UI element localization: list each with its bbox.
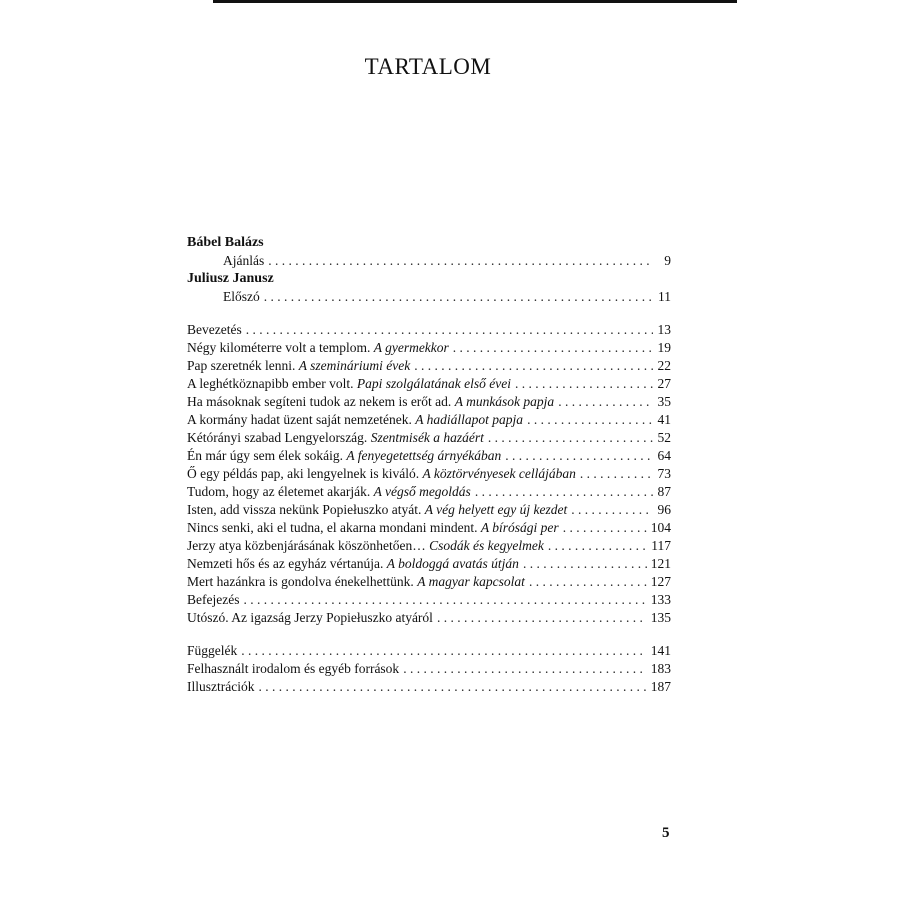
- front-author: Bábel Balázs: [187, 235, 264, 250]
- entry-subtitle: A vég helyett egy új kezdet: [424, 502, 568, 517]
- entry-title: [187, 321, 242, 339]
- entry-title: [187, 483, 471, 501]
- dot-leader: [437, 609, 647, 627]
- entry-title: [187, 411, 523, 429]
- page-title: TARTALOM: [364, 54, 492, 79]
- toc-entry[interactable]: [187, 447, 671, 465]
- entry-title-main: Isten, add vissza nekünk Popiełuszko atyát.: [187, 502, 425, 517]
- table-of-contents: [187, 234, 671, 696]
- entry-subtitle: A szemináriumi évek: [298, 358, 411, 373]
- entry-subtitle: A végső megoldás: [373, 484, 471, 499]
- toc-entry[interactable]: [187, 411, 671, 429]
- entry-page: 187: [650, 679, 671, 694]
- toc-entry[interactable]: [187, 357, 671, 375]
- entry-title: [187, 429, 484, 447]
- entry-subtitle: A munkások papja: [454, 394, 555, 409]
- entry-subtitle: Papi szolgálatának első évei: [356, 376, 511, 391]
- entry-page: 9: [664, 253, 671, 268]
- entry-title-main: Felhasznált irodalom és egyéb források: [187, 661, 400, 676]
- entry-title: [187, 519, 559, 537]
- entry-subtitle: A gyermekkor: [373, 340, 449, 355]
- entry-title: Előszó: [223, 289, 260, 304]
- entry-page: 183: [650, 661, 671, 676]
- entry-title-main: Tudom, hogy az életemet akarják.: [187, 484, 374, 499]
- entry-title-main: Mert hazánkra is gondolva énekelhettünk.: [187, 574, 418, 589]
- dot-leader: [403, 660, 647, 678]
- dot-leader: [563, 519, 647, 537]
- dot-leader: [488, 429, 653, 447]
- dot-leader: [475, 483, 653, 501]
- toc-entry[interactable]: [187, 573, 671, 591]
- toc-entry[interactable]: [187, 537, 671, 555]
- dot-leader: [558, 393, 653, 411]
- dot-leader: [264, 288, 653, 306]
- entry-subtitle: A magyar kapcsolat: [417, 574, 525, 589]
- entry-title: [187, 537, 544, 555]
- toc-entry[interactable]: [187, 555, 671, 573]
- entry-title-main: Én már úgy sem élek sokáig.: [187, 448, 347, 463]
- entry-title-main: Pap szeretnék lenni.: [187, 358, 299, 373]
- entry-page: 41: [657, 412, 671, 427]
- dot-leader: [523, 555, 647, 573]
- toc-entry[interactable]: [187, 483, 671, 501]
- entry-title-main: A kormány hadat üzent saját nemzetének.: [187, 412, 416, 427]
- entry-page: 13: [657, 322, 671, 337]
- toc-entry[interactable]: [187, 501, 671, 519]
- entry-title-main: Bevezetés: [187, 322, 242, 337]
- toc-entry[interactable]: [187, 393, 671, 411]
- dot-leader: [580, 465, 653, 483]
- entry-title: [187, 393, 554, 411]
- dot-leader: [505, 447, 653, 465]
- toc-entry[interactable]: [187, 375, 671, 393]
- toc-entry[interactable]: [187, 429, 671, 447]
- dot-leader: [571, 501, 653, 519]
- entry-title-main: Ha másoknak segíteni tudok az nekem is erőt ad.: [187, 394, 455, 409]
- dot-leader: [246, 321, 653, 339]
- toc-entry[interactable]: [187, 642, 671, 660]
- dot-leader: [548, 537, 647, 555]
- dot-leader: [258, 678, 646, 696]
- entry-title: [187, 642, 237, 660]
- toc-entry[interactable]: [187, 252, 671, 270]
- entry-title-main: Nemzeti hős és az egyház vértanúja.: [187, 556, 387, 571]
- entry-title-main: Négy kilométerre volt a templom.: [187, 340, 374, 355]
- entry-title-main: Függelék: [187, 643, 238, 658]
- entry-title: [187, 573, 525, 591]
- entry-title: [187, 375, 511, 393]
- dot-leader: [453, 339, 653, 357]
- entry-page: 117: [651, 538, 671, 553]
- entry-title-main: Ő egy példás pap, aki lengyelnek is kiváló.: [187, 466, 423, 481]
- dot-leader: [529, 573, 647, 591]
- toc-entry[interactable]: [187, 288, 671, 306]
- entry-page: 127: [650, 574, 671, 589]
- entry-subtitle: A fenyegetettség árnyékában: [346, 448, 502, 463]
- toc-entry[interactable]: [187, 609, 671, 627]
- entry-page: 19: [657, 340, 671, 355]
- dot-leader: [268, 252, 653, 270]
- entry-title: [187, 591, 239, 609]
- entry-page: 22: [657, 358, 671, 373]
- toc-entry[interactable]: [187, 519, 671, 537]
- entry-title-main: Nincs senki, aki el tudna, el akarna mondani mindent.: [187, 520, 481, 535]
- entry-page: 141: [650, 643, 671, 658]
- entry-title-main: Utószó. Az igazság Jerzy Popiełuszko atyáról: [187, 610, 433, 625]
- entry-page: 73: [657, 466, 671, 481]
- entry-subtitle: A köztörvényesek cellájában: [422, 466, 576, 481]
- toc-entry[interactable]: [187, 660, 671, 678]
- entry-page: 64: [657, 448, 671, 463]
- chapter-list: [187, 321, 671, 627]
- entry-title-main: Illusztrációk: [187, 679, 255, 694]
- entry-page: 87: [657, 484, 671, 499]
- toc-entry[interactable]: [187, 591, 671, 609]
- top-rule: [213, 0, 737, 3]
- entry-page: 121: [650, 556, 671, 571]
- entry-title-main: Kétórányi szabad Lengyelország.: [187, 430, 371, 445]
- appendix-list: [187, 642, 671, 696]
- dot-leader: [515, 375, 653, 393]
- entry-subtitle: A boldoggá avatás útján: [386, 556, 519, 571]
- entry-title: [187, 660, 399, 678]
- entry-title: [187, 465, 576, 483]
- entry-title-main: A leghétköznapibb ember volt.: [187, 376, 357, 391]
- entry-subtitle: Csodák és kegyelmek: [429, 538, 544, 553]
- entry-title: [187, 339, 449, 357]
- entry-title-main: Jerzy atya közbenjárásának köszönhetően…: [187, 538, 430, 553]
- toc-entry[interactable]: [187, 321, 671, 339]
- dot-leader: [527, 411, 653, 429]
- entry-subtitle: A hadiállapot papja: [415, 412, 524, 427]
- entry-title: [187, 555, 519, 573]
- entry-page: 11: [658, 289, 671, 304]
- entry-page: 52: [657, 430, 671, 445]
- toc-entry[interactable]: [187, 339, 671, 357]
- entry-title: [187, 678, 254, 696]
- entry-page: 27: [657, 376, 671, 391]
- dot-leader: [414, 357, 653, 375]
- toc-entry[interactable]: [187, 678, 671, 696]
- entry-subtitle: A bírósági per: [480, 520, 559, 535]
- entry-page: 35: [657, 394, 671, 409]
- toc-entry[interactable]: [187, 465, 671, 483]
- entry-title: [187, 501, 567, 519]
- entry-title: [187, 357, 410, 375]
- entry-title-main: Befejezés: [187, 592, 240, 607]
- dot-leader: [243, 591, 646, 609]
- page-number: 5: [662, 825, 670, 841]
- dot-leader: [241, 642, 647, 660]
- entry-page: 104: [650, 520, 671, 535]
- entry-page: 135: [650, 610, 671, 625]
- entry-page: 96: [657, 502, 671, 517]
- entry-title: [187, 447, 501, 465]
- entry-subtitle: Szentmisék a hazáért: [370, 430, 484, 445]
- entry-title: [187, 609, 433, 627]
- entry-page: 133: [650, 592, 671, 607]
- entry-title: Ajánlás: [223, 253, 265, 268]
- front-author: Juliusz Janusz: [187, 271, 274, 286]
